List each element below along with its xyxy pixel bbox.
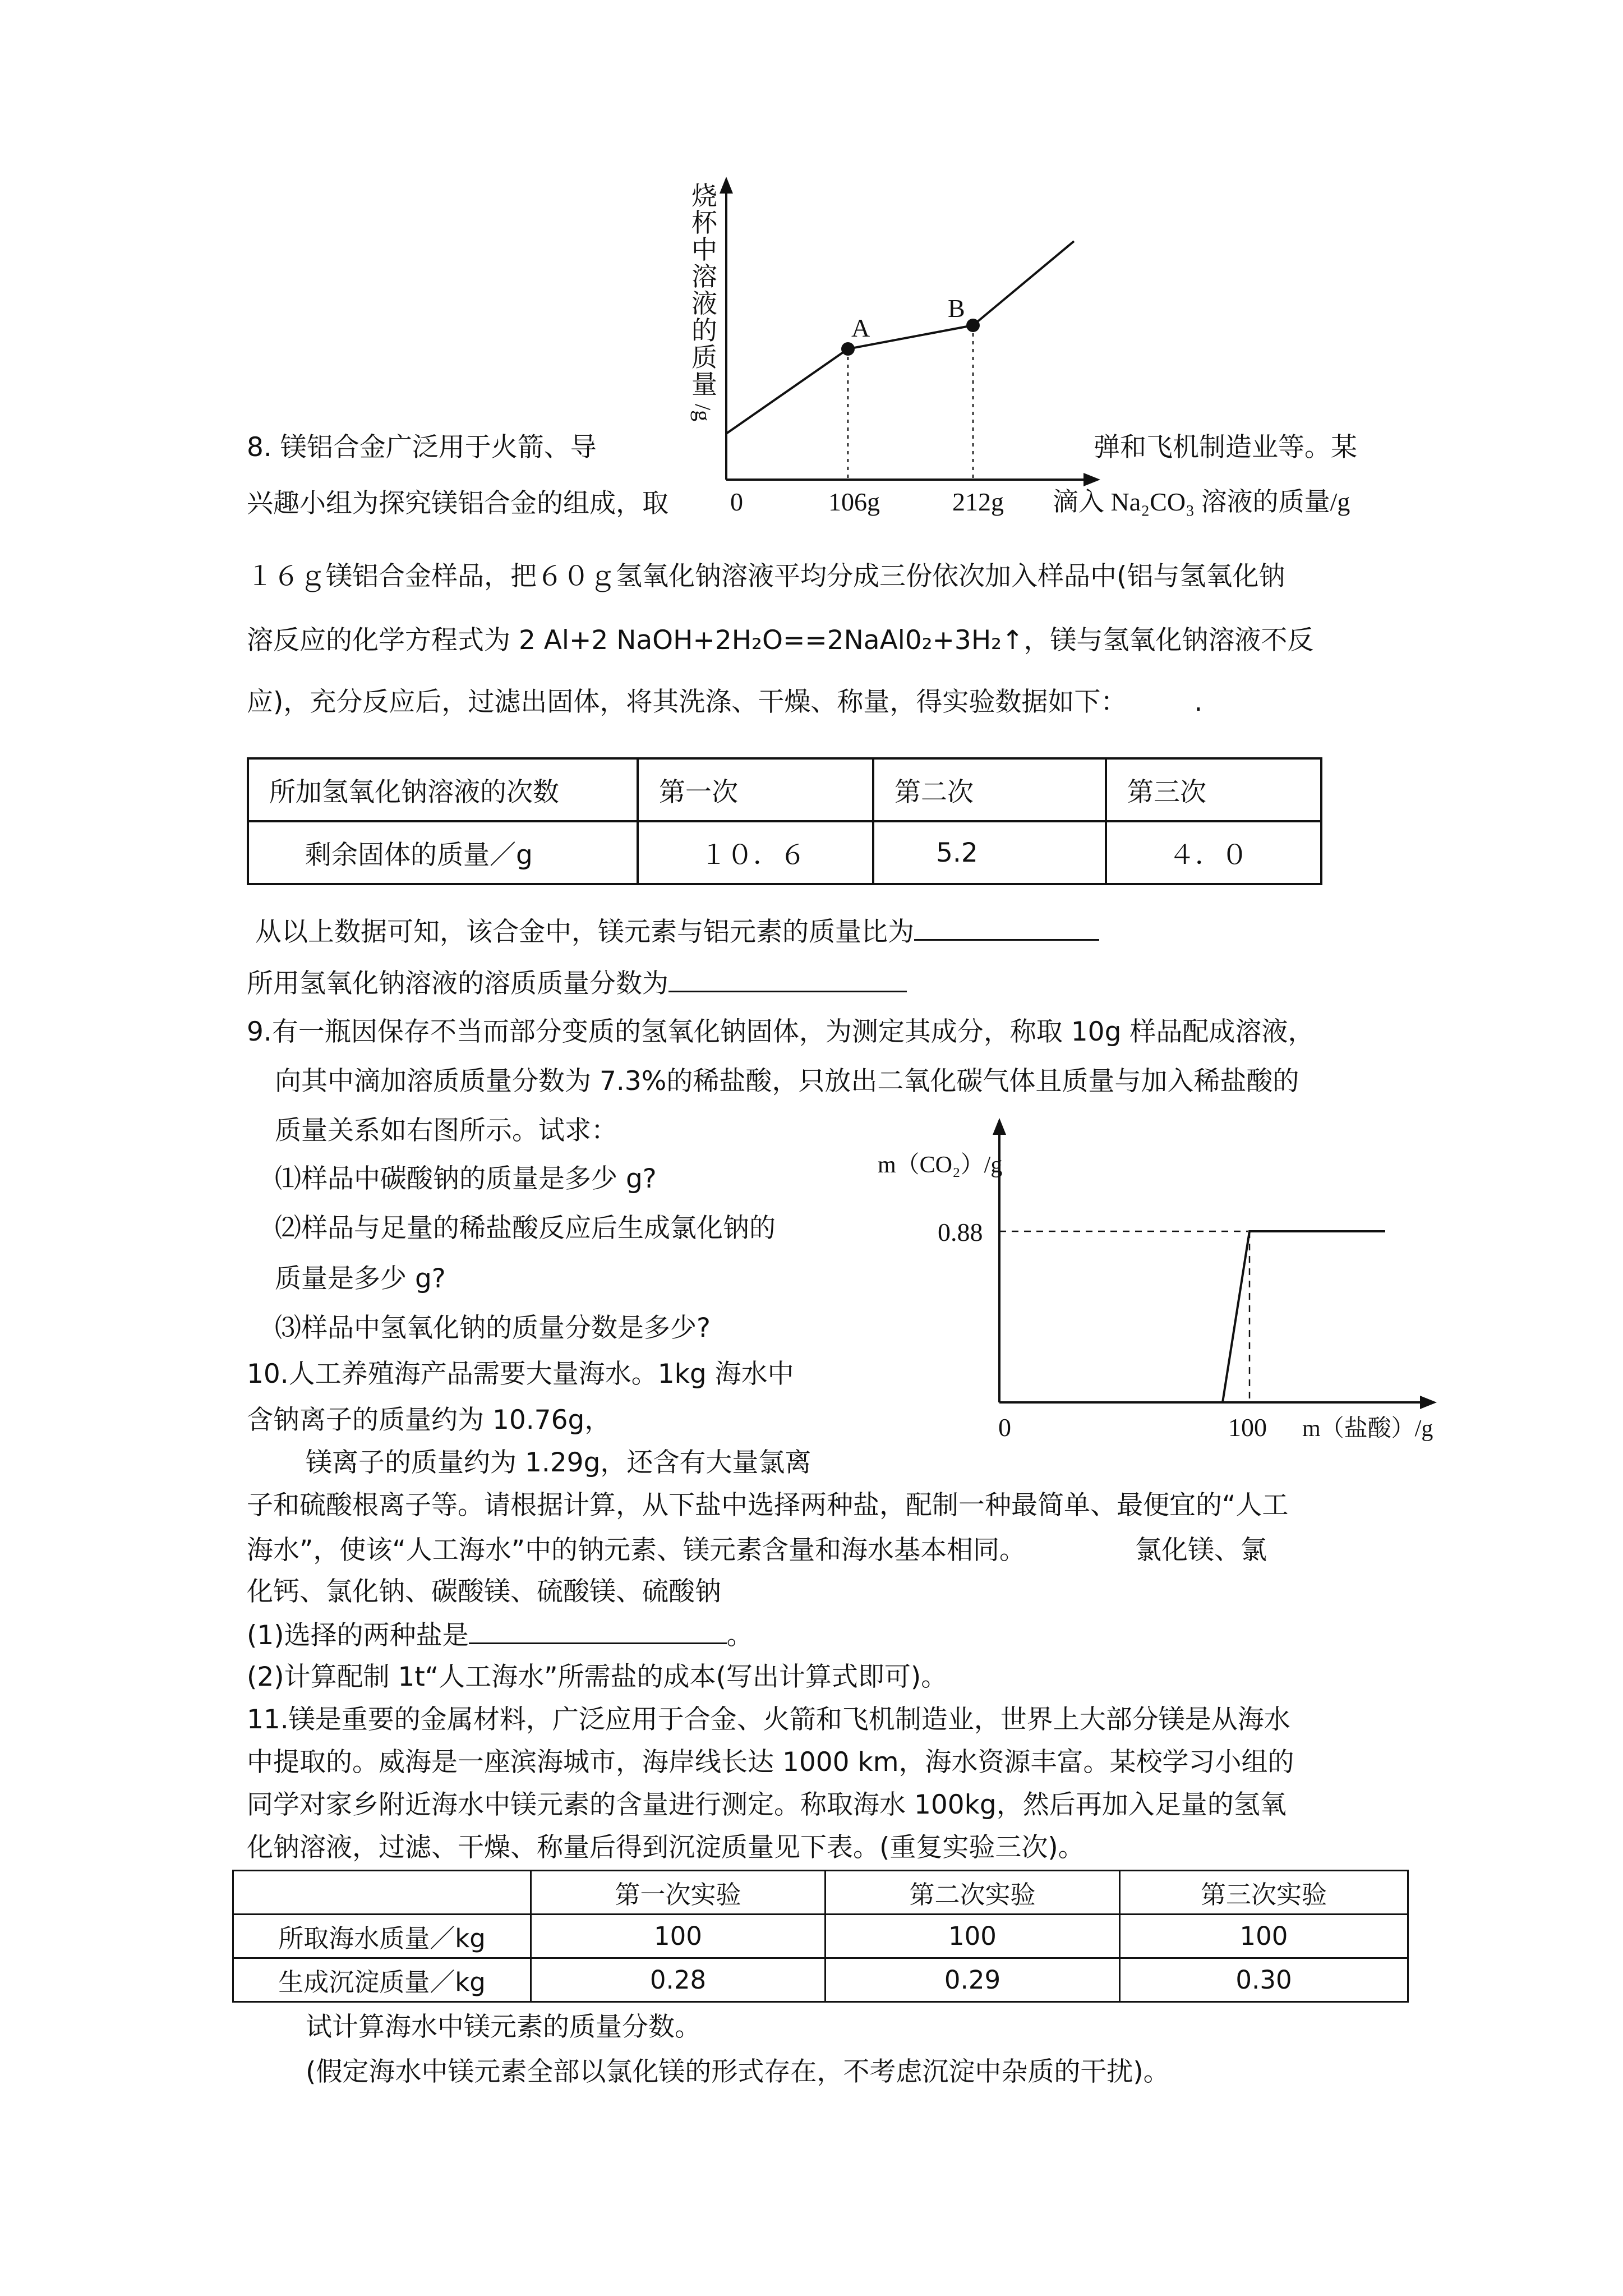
table-row: [233, 1915, 1408, 1958]
answer-blank[interactable]: [469, 1618, 727, 1644]
table-cell: [233, 1871, 531, 1915]
table-cell: 剩余固体的质量／g: [248, 821, 638, 884]
q8-line1a: 8. 镁铝合金广泛用于火箭、导: [247, 432, 597, 463]
q9-line1: 9.有一瓶因保存不当而部分变质的氢氧化钠固体，为测定其成分，称取 10g 样品配成溶液，: [247, 1016, 1315, 1047]
chart2-y-arrow: [993, 1118, 1006, 1135]
q11-table: [232, 1870, 1409, 2003]
q11-line4: 化钠溶液，过滤、干燥、称量后得到沉淀质量见下表。(重复实验三次)。: [247, 1832, 1085, 1863]
table-cell: 第三次实验: [1120, 1871, 1408, 1915]
chart1-label-b: B: [948, 294, 965, 323]
chart2-origin: 0: [998, 1413, 1011, 1442]
q8-ask1-text: 从以上数据可知，该合金中，镁元素与铝元素的质量比为: [255, 917, 914, 947]
table-cell: 0.29: [826, 1958, 1120, 2002]
svg-text:的: 的: [691, 316, 717, 345]
table-cell: 100: [531, 1915, 826, 1958]
q10-line2: 含钠离子的质量约为 10.76g，: [247, 1405, 611, 1435]
svg-text:量: 量: [691, 370, 717, 399]
q8-line4: 溶反应的化学方程式为 2 Al+2 NaOH+2H₂O==2NaAl0₂+3H₂↑，镁与氢氧化钠溶液不反: [247, 625, 1314, 656]
table-cell: ４．０: [1106, 821, 1321, 884]
svg-text:中: 中: [691, 236, 717, 264]
table-cell: 第二次: [873, 758, 1106, 821]
q8-line5-dot: .: [1194, 687, 1203, 717]
q10-line5b: 氯化镁、氯: [1135, 1535, 1267, 1566]
svg-text:溶: 溶: [691, 263, 717, 291]
svg-text:/g: /g: [690, 404, 716, 422]
q9-s1: ⑴样品中碳酸钠的质量是多少 g?: [275, 1163, 657, 1194]
table-cell: 第二次实验: [826, 1871, 1120, 1915]
q10-line3: 镁离子的质量约为 1.29g，还含有大量氯离: [306, 1447, 811, 1478]
svg-text:液: 液: [691, 289, 717, 318]
q10-s1-end: 。: [726, 1620, 753, 1651]
q11-line3: 同学对家乡附近海水中镁元素的含量进行测定。称取海水 100kg，然后再加入足量的氢氧: [247, 1789, 1287, 1820]
q10-line5: [247, 1534, 1267, 1567]
q8-line3: １６ｇ镁铝合金样品，把６０ｇ氢氧化钠溶液平均分成三份依次加入样品中(铝与氢氧化钠: [247, 561, 1285, 592]
chart1-label-a: A: [851, 314, 870, 342]
table-cell: １０．６: [638, 821, 873, 884]
chart1-origin: 0: [730, 487, 743, 516]
q9-line2: 向其中滴加溶质质量分数为 7.3%的稀盐酸，只放出二氧化碳气体且质量与加入稀盐酸的: [275, 1066, 1299, 1097]
q11-end2: (假定海水中镁元素全部以氯化镁的形式存在，不考虑沉淀中杂质的干扰)。: [306, 2056, 1170, 2087]
table-row: [233, 1958, 1408, 2002]
q10-s2: (2)计算配制 1t“人工海水”所需盐的成本(写出计算式即可)。: [247, 1662, 948, 1692]
table-cell: 第一次实验: [531, 1871, 826, 1915]
q10-line6: 化钙、氯化钠、碳酸镁、硫酸镁、硫酸钠: [247, 1576, 721, 1607]
q10-line4: 子和硫酸根离子等。请根据计算，从下盐中选择两种盐，配制一种最简单、最便宜的“人工: [247, 1490, 1289, 1521]
q8-line5-text: 应)，充分反应后，过滤出固体，将其洗涤、干燥、称量，得实验数据如下：: [247, 687, 1127, 717]
table-cell: 5.2: [873, 821, 1106, 884]
q10-s1: [247, 1618, 753, 1653]
table-row: [233, 1871, 1408, 1915]
q8-line2: 兴趣小组为探究镁铝合金的组成，取: [247, 488, 668, 519]
chart2-ytick: 0.88: [938, 1218, 983, 1246]
q9-s2a: ⑵样品与足量的稀盐酸反应后生成氯化钠的: [275, 1213, 776, 1244]
chart2-xtick: 100: [1228, 1413, 1267, 1442]
q9-line3: 质量关系如右图所示。试求：: [275, 1115, 617, 1146]
svg-text:质: 质: [691, 343, 717, 372]
chart2-xlabel: m（盐酸）/g: [1302, 1416, 1433, 1442]
svg-text:杯: 杯: [691, 209, 717, 237]
q8-ask2-text: 所用氢氧化钠溶液的溶质质量分数为: [247, 968, 668, 999]
q9-s2b: 质量是多少 g?: [275, 1263, 446, 1294]
chart2-ylabel: m（CO₂）/g: [878, 1152, 1003, 1178]
chart1-xtick-106: 106g: [828, 487, 880, 516]
chart1-xlabel: 滴入 Na₂CO₃ 溶液的质量/g: [1053, 487, 1350, 516]
q8-line1b: 弹和飞机制造业等。某: [1094, 432, 1357, 463]
table-cell: 100: [1120, 1915, 1408, 1958]
table-cell: 第三次: [1106, 758, 1321, 821]
chart2-x-arrow: [1420, 1396, 1437, 1409]
table-cell: 生成沉淀质量／kg: [233, 1958, 531, 2002]
q10-line5a: 海水”，使该“人工海水”中的钠元素、镁元素含量和海水基本相同。: [247, 1535, 1026, 1566]
table-cell: 第一次: [638, 758, 873, 821]
q10-s1-text: (1)选择的两种盐是: [247, 1620, 469, 1651]
table-cell: 0.28: [531, 1958, 826, 2002]
q11-end1: 试计算海水中镁元素的质量分数。: [306, 2012, 701, 2042]
table-cell: 0.30: [1120, 1958, 1408, 2002]
q10-line1: 10.人工养殖海产品需要大量海水。1kg 海水中: [247, 1359, 794, 1389]
q11-line1: 11.镁是重要的金属材料，广泛应用于合金、火箭和飞机制造业，世界上大部分镁是从海水: [247, 1704, 1290, 1735]
q9-s3: ⑶样品中氢氧化钠的质量分数是多少?: [275, 1313, 711, 1343]
chart1-xtick-212: 212g: [952, 487, 1004, 516]
chart2-line: [1223, 1231, 1385, 1402]
q11-line2: 中提取的。威海是一座滨海城市，海岸线长达 1000 km，海水资源丰富。某校学习小组的: [247, 1747, 1294, 1778]
table-cell: 所加氢氧化钠溶液的次数: [248, 758, 638, 821]
svg-text:烧: 烧: [691, 182, 717, 210]
table-cell: 100: [826, 1915, 1120, 1958]
table-cell: 所取海水质量／kg: [233, 1915, 531, 1958]
